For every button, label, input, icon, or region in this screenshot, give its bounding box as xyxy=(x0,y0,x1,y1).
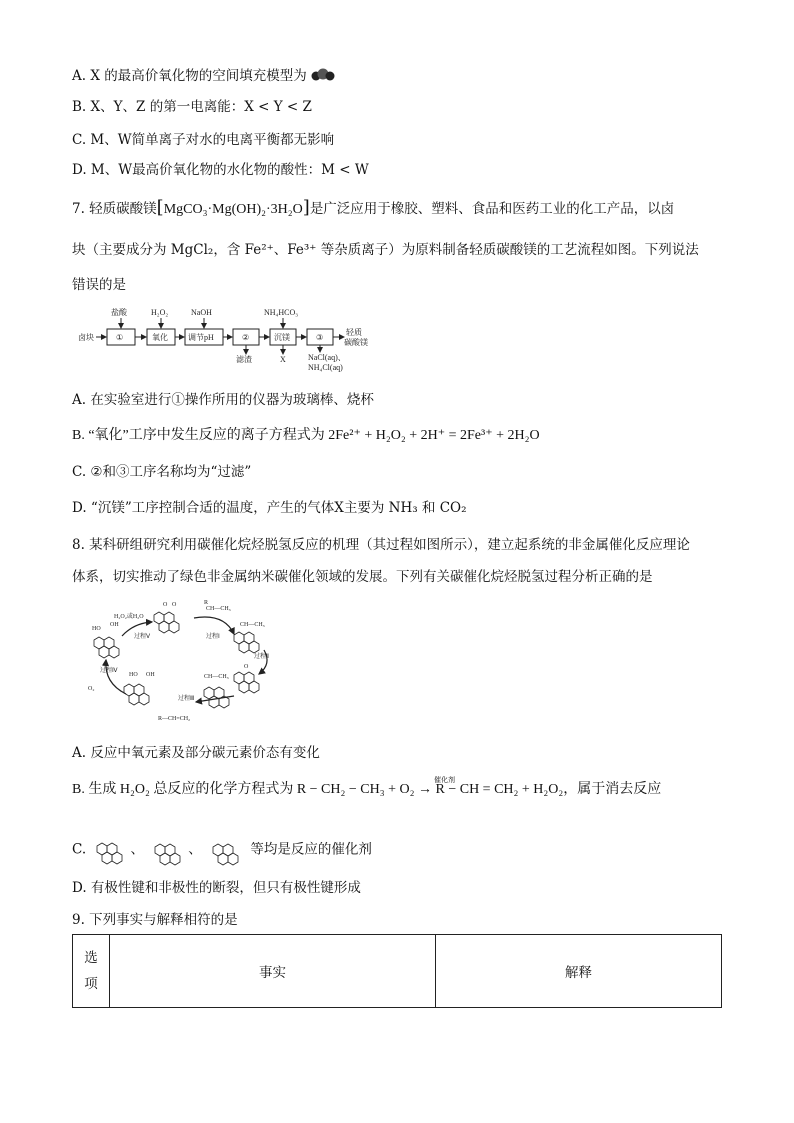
species-o2: O₂ xyxy=(88,686,95,692)
q8-option-b-equation: R − CH₂ − CH₃ + O₂ → R − CH = CH₂ + H₂O₂ xyxy=(296,782,564,797)
process-5: 过程Ⅴ xyxy=(134,634,151,640)
flow-output-x: X xyxy=(280,355,286,364)
q9-header-option-bottom: 项 xyxy=(84,976,98,992)
q7-option-b: B. “氧化”工序中发生反应的离子方程式为 2Fe²⁺ + H₂O₂ + 2H⁺ = 2Fe³⁺ + 2H₂O xyxy=(72,428,540,443)
flow-step-4: ② xyxy=(242,333,250,342)
svg-text:CH—CH₃: CH—CH₃ xyxy=(240,622,265,628)
svg-text:HO: HO xyxy=(129,672,138,678)
flow-output-residue: 滤渣 xyxy=(236,355,252,364)
q8-stem-line2: 体系，切实推动了绿色非金属纳米碳催化领域的发展。下列有关碳催化烷烃脱氢过程分析正确的是 xyxy=(72,569,653,585)
q7-stem-rest: 是广泛应用于橡胶、塑料、食品和医药工业的化工产品，以卤 xyxy=(309,201,675,217)
q7-option-d: D. “沉镁”工序控制合适的温度，产生的气体X主要为 NH₃ 和 CO₂ xyxy=(72,500,467,516)
q7-stem-prefix: 7. 轻质碳酸镁 xyxy=(72,201,157,217)
q8-option-b xyxy=(72,780,661,800)
svg-text:HO: HO xyxy=(92,626,101,632)
q8-cycle-diagram xyxy=(74,598,296,722)
flow-step-1: ① xyxy=(116,333,124,342)
svg-text:OH: OH xyxy=(146,672,155,678)
q8-option-b-prefix: B. 生成 H₂O₂ 总反应的化学方程式为 xyxy=(72,782,294,797)
q7-stem-line3: 错误的是 xyxy=(72,277,126,293)
q9-header-option xyxy=(73,935,110,1008)
q7-stem-line1: 7. 轻质碳酸镁[MgCO₃·Mg(OH)₂·3H₂O]是广泛应用于橡胶、塑料、食品和医药工业的化工产品，以卤 xyxy=(72,197,675,218)
q6-option-b: B. X、Y、Z 的第一电离能：X < Y < Z xyxy=(72,99,312,115)
process-2: 过程Ⅱ xyxy=(254,654,269,660)
catalyst-right xyxy=(234,632,259,653)
species-h2o2: H₂O₂或H₂O xyxy=(114,614,144,620)
catalyst-structure-3-icon xyxy=(206,832,246,868)
q9-header-fact: 事实 xyxy=(110,935,436,1008)
flow-output-filtrate: NaCl(aq)、 xyxy=(308,353,346,362)
svg-text:CH—CH₃: CH—CH₃ xyxy=(206,606,231,612)
flow-reagent-h2o2: H₂O₂ xyxy=(151,308,169,317)
flow-step-5: 沉镁 xyxy=(274,333,290,342)
q7-option-a: A. 在实验室进行①操作所用的仪器为玻璃棒、烧杯 xyxy=(72,392,374,408)
q8-option-c-prefix: C. xyxy=(72,841,87,858)
q8-stem-line1: 8. 某科研组研究利用碳催化烷烃脱氢反应的机理（其过程如图所示），建立起系统的非金属催化反应理论 xyxy=(72,537,690,553)
q6-option-c: C. M、W简单离子对水的电离平衡都无影响 xyxy=(72,132,335,148)
q8-option-d: D. 有极性键和非极性的断裂，但只有极性键形成 xyxy=(72,880,361,896)
q9-table-header-row xyxy=(73,935,722,1008)
flow-step-2: 氧化 xyxy=(152,333,168,342)
q9-header-explanation: 解释 xyxy=(436,935,722,1008)
q6-option-a xyxy=(72,66,335,86)
svg-text:O: O xyxy=(244,664,249,670)
catalyst-top xyxy=(154,612,179,633)
svg-text:R: R xyxy=(204,600,209,606)
svg-text:碳酸镁: 碳酸镁 xyxy=(344,338,368,347)
catalyst-left xyxy=(94,637,119,658)
catalyst-bottom-left xyxy=(124,684,149,705)
svg-text:O: O xyxy=(163,602,168,608)
svg-text:O: O xyxy=(172,602,177,608)
q8-option-a: A. 反应中氧元素及部分碳元素价态有变化 xyxy=(72,745,320,761)
svg-text:NH₄Cl(aq): NH₄Cl(aq) xyxy=(308,363,343,372)
q6-option-a-text: A. X 的最高价氧化物的空间填充模型为 xyxy=(72,68,307,84)
q9-table xyxy=(72,934,722,1008)
q8-option-c-suffix: 等均是反应的催化剂 xyxy=(250,841,372,858)
q9-stem: 9. 下列事实与解释相符的是 xyxy=(72,912,238,928)
q7-stem-line2: 块（主要成分为 MgCl₂，含 Fe²⁺、Fe³⁺ 等杂质离子）为原料制备轻质碳酸镁的工艺流程如图。下列说法 xyxy=(72,242,699,258)
space-filling-model-icon xyxy=(311,68,335,82)
flow-start: 卤块 xyxy=(78,333,94,342)
svg-text:OH: OH xyxy=(110,622,119,628)
flow-step-3: 调节pH xyxy=(188,333,214,342)
catalyst-right-lower xyxy=(234,672,259,693)
q9-header-option-top: 选 xyxy=(84,950,98,966)
q8-option-b-catalyst-label: 催化剂 xyxy=(434,776,455,784)
flow-reagent-hcl: 盐酸 xyxy=(111,308,127,317)
q6-option-d: D. M、W最高价氧化物的水化物的酸性：M < W xyxy=(72,162,369,178)
catalyst-structure-1-icon xyxy=(90,835,130,865)
q8-option-b-suffix: ，属于消去反应 xyxy=(563,782,662,797)
q8-option-c: C. 、 、 等均是反应的催化剂 xyxy=(72,832,372,868)
flow-reagent-naoh: NaOH xyxy=(191,308,212,317)
process-3: 过程Ⅲ xyxy=(178,696,195,702)
q7-flow-chart xyxy=(76,306,376,374)
flow-step-6: ③ xyxy=(316,333,324,342)
process-4: 过程Ⅳ xyxy=(100,668,118,674)
flow-end: 轻质 xyxy=(346,328,362,337)
species-alkene: R—CH=CH₂ xyxy=(158,716,191,722)
q7-formula: MgCO₃·Mg(OH)₂·3H₂O xyxy=(163,202,303,217)
process-1: 过程Ⅰ xyxy=(206,634,220,640)
flow-reagent-nh4hco3: NH₄HCO₃ xyxy=(264,308,299,317)
svg-text:CH—CH₃: CH—CH₃ xyxy=(204,674,229,680)
q7-option-c: C. ②和③工序名称均为“过滤” xyxy=(72,464,252,480)
catalyst-structure-2-icon xyxy=(148,832,188,868)
